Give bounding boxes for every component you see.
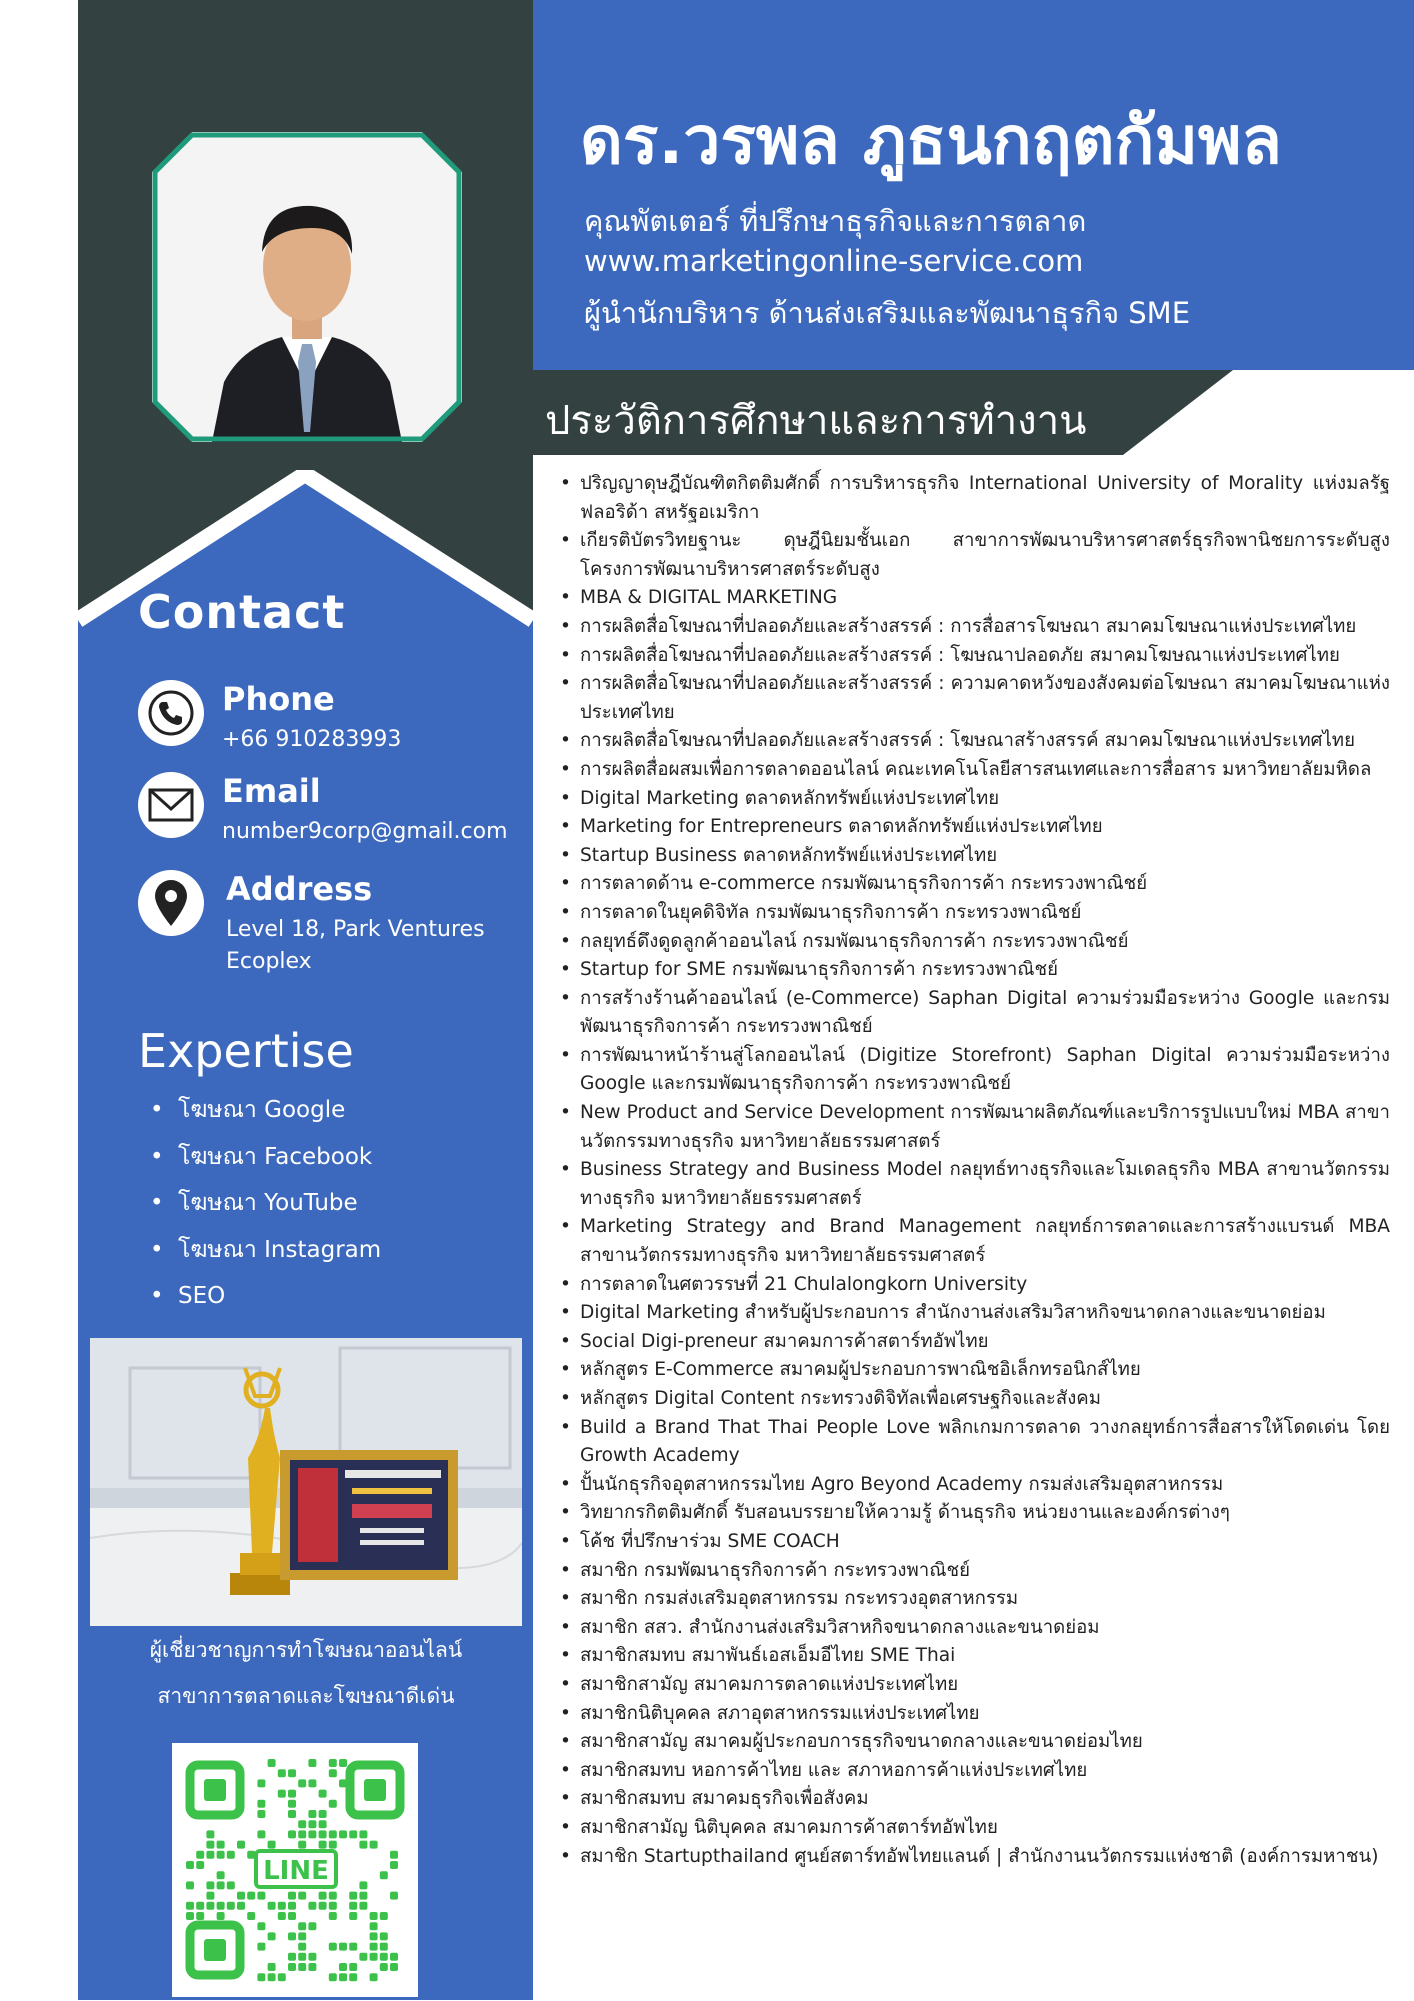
qr-module xyxy=(359,1892,367,1900)
history-heading: ประวัติการศึกษาและการทำงาน xyxy=(545,398,1087,444)
history-item: • สมาชิกสามัญ สมาคมการตลาดแห่งประเทศไทย xyxy=(560,1671,1390,1700)
qr-module xyxy=(339,1759,347,1767)
qr-module xyxy=(268,1841,276,1849)
history-item: • สมาชิกนิติบุคคล สภาอุตสาหกรรมแห่งประเทศไทย xyxy=(560,1700,1390,1729)
qr-module xyxy=(298,1820,306,1828)
qr-module xyxy=(380,1932,388,1940)
qr-module xyxy=(308,1759,316,1767)
qr-line-label: LINE xyxy=(263,1856,329,1886)
phone-value[interactable]: +66 910283993 xyxy=(222,727,402,752)
history-item: • ปริญญาดุษฎีบัณฑิตกิตติมศักดิ์ การบริหารธุรกิจ International University of Morality แห่งมลรัฐฟลอริด้า สหรัฐอเมริกา xyxy=(560,470,1390,527)
history-item: • สมาชิก สสว. สำนักงานส่งเสริมวิสาหกิจขนาดกลางและขนาดย่อม xyxy=(560,1614,1390,1643)
qr-module xyxy=(329,1759,337,1767)
mail-icon xyxy=(138,772,204,838)
qr-module xyxy=(329,1912,337,1920)
history-item: • Business Strategy and Business Model กลยุทธ์ทางธุรกิจและโมเดลธุรกิจ MBA สาขานวัตกรรมทางธุรกิจ มหาวิทยาลัยธรรมศาสตร์ xyxy=(560,1156,1390,1213)
qr-module xyxy=(390,1953,398,1961)
qr-module xyxy=(206,1830,214,1838)
qr-module xyxy=(196,1912,204,1920)
qr-graphic xyxy=(172,1743,418,1997)
contact-address xyxy=(138,870,528,990)
qr-module xyxy=(370,1953,378,1961)
qr-module xyxy=(247,1912,255,1920)
qr-module xyxy=(380,1871,388,1879)
qr-module xyxy=(206,1902,214,1910)
qr-module xyxy=(227,1881,235,1889)
qr-module xyxy=(298,1779,306,1787)
qr-module xyxy=(339,1963,347,1971)
history-item: • การผลิตสื่อโฆษณาที่ปลอดภัยและสร้างสรรค์ : โฆษณาปลอดภัย สมาคมโฆษณาแห่งประเทศไทย xyxy=(560,642,1390,671)
history-item: • การผลิตสื่อโฆษณาที่ปลอดภัยและสร้างสรรค์ : โฆษณาสร้างสรรค์ สมาคมโฆษณาแห่งประเทศไทย xyxy=(560,727,1390,756)
history-item: • การผลิตสื่อโฆษณาที่ปลอดภัยและสร้างสรรค์ : ความคาดหวังของสังคมต่อโฆษณา สมาคมโฆษณาแห่งประเทศไทย xyxy=(560,670,1390,727)
qr-module xyxy=(278,1790,286,1798)
person-name: ดร.วรพล ภูธนกฤตกัมพล xyxy=(580,102,1282,179)
qr-module xyxy=(370,1973,378,1981)
qr-module xyxy=(298,1830,306,1838)
qr-module xyxy=(308,1820,316,1828)
qr-module xyxy=(359,1902,367,1910)
subtitle-line-3: ผู้นำนักบริหาร ด้านส่งเสริมและพัฒนาธุรกิจ SME xyxy=(584,296,1191,330)
qr-module xyxy=(257,1922,265,1930)
qr-module xyxy=(186,1861,194,1869)
qr-module xyxy=(298,1922,306,1930)
phone-icon xyxy=(138,680,204,746)
qr-module xyxy=(308,1902,316,1910)
qr-module xyxy=(308,1953,316,1961)
qr-module xyxy=(339,1779,347,1787)
qr-module xyxy=(257,1830,265,1838)
qr-module xyxy=(329,1841,337,1849)
qr-module xyxy=(196,1851,204,1859)
qr-module xyxy=(186,1881,194,1889)
history-item: • Startup for SME กรมพัฒนาธุรกิจการค้า กระทรวงพาณิชย์ xyxy=(560,956,1390,985)
history-item: • กลยุทธ์ดึงดูดลูกค้าออนไลน์ กรมพัฒนาธุรกิจการค้า กระทรวงพาณิชย์ xyxy=(560,928,1390,957)
history-list xyxy=(560,470,1390,1871)
qr-module xyxy=(329,1943,337,1951)
contact-heading: Contact xyxy=(138,585,346,639)
history-item: • การพัฒนาหน้าร้านสู่โลกออนไลน์ (Digitize Storefront) Saphan Digital ความร่วมมือระหว่าง Google และกรมพัฒนาธุรกิจการค้า กระทรวงพาณิชย์ xyxy=(560,1042,1390,1099)
expertise-heading: Expertise xyxy=(138,1024,354,1078)
line-qr-code[interactable] xyxy=(172,1743,418,1997)
history-item: • สมาชิก Startupthailand ศูนย์สตาร์ทอัพไทยแลนด์ | สำนักงานนวัตกรรมแห่งชาติ (องค์การมหาชน) xyxy=(560,1843,1390,1872)
qr-module xyxy=(257,1810,265,1818)
history-item: • New Product and Service Development การพัฒนาผลิตภัณฑ์และบริการรูปแบบใหม่ MBA สาขานวัตกรรมทางธุรกิจ มหาวิทยาลัยธรรมศาสตร์ xyxy=(560,1099,1390,1156)
qr-module xyxy=(227,1851,235,1859)
map-pin-icon xyxy=(138,870,204,936)
qr-module xyxy=(298,1943,306,1951)
history-item: • สมาชิกสมทบ สมาพันธ์เอสเอ็มอีไทย SME Thai xyxy=(560,1642,1390,1671)
qr-module xyxy=(370,1922,378,1930)
qr-module xyxy=(319,1790,327,1798)
qr-module xyxy=(349,1973,357,1981)
qr-module xyxy=(288,1769,296,1777)
qr-module xyxy=(288,1912,296,1920)
qr-module xyxy=(278,1902,286,1910)
qr-module xyxy=(257,1943,265,1951)
qr-module xyxy=(380,1953,388,1961)
qr-module xyxy=(339,1830,347,1838)
history-item: • สมาชิกสามัญ นิติบุคคล สมาคมการค้าสตาร์ทอัพไทย xyxy=(560,1814,1390,1843)
qr-module xyxy=(247,1892,255,1900)
history-item: • Marketing for Entrepreneurs ตลาดหลักทรัพย์แห่งประเทศไทย xyxy=(560,813,1390,842)
qr-module xyxy=(278,1912,286,1920)
expertise-item: • โฆษณา Instagram xyxy=(178,1232,381,1279)
history-item: • สมาชิกสมทบ สมาคมธุรกิจเพื่อสังคม xyxy=(560,1785,1390,1814)
qr-module xyxy=(206,1841,214,1849)
qr-module xyxy=(268,1932,276,1940)
expertise-item: • โฆษณา Google xyxy=(178,1092,381,1139)
qr-module xyxy=(329,1800,337,1808)
qr-module xyxy=(237,1902,245,1910)
qr-module xyxy=(217,1912,225,1920)
qr-module xyxy=(359,1841,367,1849)
qr-module xyxy=(206,1851,214,1859)
qr-module xyxy=(319,1841,327,1849)
qr-module xyxy=(288,1902,296,1910)
qr-module xyxy=(349,1830,357,1838)
qr-module xyxy=(288,1800,296,1808)
subtitle-line-1: คุณพัตเตอร์ ที่ปรึกษาธุรกิจและการตลาด xyxy=(584,204,1087,238)
qr-module xyxy=(390,1861,398,1869)
qr-module xyxy=(288,1932,296,1940)
history-item: • Build a Brand That Thai People Love พลิกเกมการตลาด วางกลยุทธ์การสื่อสารให้โดดเด่น โดย Growth Academy xyxy=(560,1414,1390,1471)
history-item: • การสร้างร้านค้าออนไลน์ (e-Commerce) Saphan Digital ความร่วมมือระหว่าง Google และกรมพัฒนาธุรกิจการค้า กระทรวงพาณิชย์ xyxy=(560,985,1390,1042)
qr-module xyxy=(237,1841,245,1849)
qr-module xyxy=(206,1881,214,1889)
qr-module xyxy=(370,1841,378,1849)
qr-module xyxy=(298,1953,306,1961)
qr-module xyxy=(380,1912,388,1920)
qr-module xyxy=(217,1851,225,1859)
contact-phone xyxy=(138,680,528,760)
qr-module xyxy=(257,1800,265,1808)
qr-module xyxy=(186,1912,194,1920)
qr-module xyxy=(298,1892,306,1900)
qr-module xyxy=(227,1902,235,1910)
qr-module xyxy=(308,1963,316,1971)
history-item: • สมาชิกสามัญ สมาคมผู้ประกอบการธุรกิจขนาดกลางและขนาดย่อมไทย xyxy=(560,1728,1390,1757)
qr-module xyxy=(257,1892,265,1900)
qr-module xyxy=(349,1902,357,1910)
qr-module xyxy=(288,1790,296,1798)
history-item: • การตลาดด้าน e-commerce กรมพัฒนาธุรกิจการค้า กระทรวงพาณิชย์ xyxy=(560,870,1390,899)
qr-module xyxy=(319,1902,327,1910)
qr-module xyxy=(308,1779,316,1787)
history-item: • การตลาดในยุคดิจิทัล กรมพัฒนาธุรกิจการค้า กระทรวงพาณิชย์ xyxy=(560,899,1390,928)
award-caption-line-1: ผู้เชี่ยวชาญการทำโฆษณาออนไลน์ xyxy=(149,1638,463,1662)
history-item: • Startup Business ตลาดหลักทรัพย์แห่งประเทศไทย xyxy=(560,842,1390,871)
address-label: Address xyxy=(226,870,373,908)
qr-module xyxy=(288,1963,296,1971)
history-item: • เกียรติบัตรวิทยฐานะ ดุษฎีนิยมชั้นเอก สาขาการพัฒนาบริหารศาสตร์ธุรกิจพานิชยการระดับสูง โครงการพัฒนาบริหารศาสตร์ระดับสูง xyxy=(560,527,1390,584)
qr-module xyxy=(329,1902,337,1910)
qr-module xyxy=(339,1973,347,1981)
profile-photo xyxy=(152,132,462,442)
qr-module xyxy=(308,1922,316,1930)
expertise-item: • SEO xyxy=(178,1278,381,1325)
qr-module xyxy=(380,1963,388,1971)
qr-module xyxy=(308,1810,316,1818)
award-photo xyxy=(90,1338,522,1626)
phone-label: Phone xyxy=(222,680,335,718)
expertise-item: • โฆษณา YouTube xyxy=(178,1185,381,1232)
history-item: • โค้ช ที่ปรึกษาร่วม SME COACH xyxy=(560,1528,1390,1557)
expertise-list xyxy=(178,1092,381,1325)
qr-module xyxy=(319,1810,327,1818)
qr-module xyxy=(370,1932,378,1940)
qr-module xyxy=(349,1943,357,1951)
qr-module xyxy=(329,1892,337,1900)
qr-module xyxy=(298,1841,306,1849)
qr-module xyxy=(319,1820,327,1828)
qr-module xyxy=(349,1912,357,1920)
qr-module xyxy=(268,1973,276,1981)
history-item: • วิทยากรกิตติมศักดิ์ รับสอนบรรยายให้ความรู้ ด้านธุรกิจ หน่วยงานและองค์กรต่างๆ xyxy=(560,1499,1390,1528)
qr-module xyxy=(186,1902,194,1910)
qr-module xyxy=(308,1830,316,1838)
history-item: • การผลิตสื่อโฆษณาที่ปลอดภัยและสร้างสรรค์ : การสื่อสารโฆษณา สมาคมโฆษณาแห่งประเทศไทย xyxy=(560,613,1390,642)
qr-module xyxy=(217,1902,225,1910)
qr-module xyxy=(370,1943,378,1951)
qr-module xyxy=(319,1830,327,1838)
history-item: • หลักสูตร E-Commerce สมาคมผู้ประกอบการพาณิชอิเล็กทรอนิกส์ไทย xyxy=(560,1356,1390,1385)
portrait-image xyxy=(152,132,462,442)
qr-module xyxy=(288,1830,296,1838)
qr-module xyxy=(257,1779,265,1787)
qr-module xyxy=(217,1881,225,1889)
qr-module xyxy=(278,1973,286,1981)
qr-module xyxy=(298,1932,306,1940)
history-item: • การผลิตสื่อผสมเพื่อการตลาดออนไลน์ คณะเทคโนโลยีสารสนเทศและการสื่อสาร มหาวิทยาลัยมหิดล xyxy=(560,756,1390,785)
history-item: • Digital Marketing ตลาดหลักทรัพย์แห่งประเทศไทย xyxy=(560,785,1390,814)
qr-module xyxy=(390,1892,398,1900)
qr-module xyxy=(359,1953,367,1961)
qr-module xyxy=(329,1769,337,1777)
qr-module xyxy=(268,1759,276,1767)
history-item: • MBA & DIGITAL MARKETING xyxy=(560,584,1390,613)
history-item: • Digital Marketing สำหรับผู้ประกอบการ สำนักงานส่งเสริมวิสาหกิจขนาดกลางและขนาดย่อม xyxy=(560,1299,1390,1328)
qr-module xyxy=(359,1830,367,1838)
qr-module xyxy=(237,1892,245,1900)
history-item: • สมาชิก กรมส่งเสริมอุตสาหกรรม กระทรวงอุตสาหกรรม xyxy=(560,1585,1390,1614)
qr-module xyxy=(349,1892,357,1900)
history-item: • ปั้นนักธุรกิจอุตสาหกรรมไทย Agro Beyond Academy กรมส่งเสริมอุตสาหกรรม xyxy=(560,1471,1390,1500)
qr-module xyxy=(268,1902,276,1910)
qr-module xyxy=(278,1769,286,1777)
qr-module xyxy=(217,1841,225,1849)
qr-module xyxy=(268,1963,276,1971)
address-value: Level 18, Park Ventures Ecoplex xyxy=(226,917,485,974)
qr-module xyxy=(196,1861,204,1869)
qr-module xyxy=(319,1892,327,1900)
history-item: • Marketing Strategy and Brand Management กลยุทธ์การตลาดและการสร้างแบรนด์ MBA สาขานวัตกรรมทางธุรกิจ มหาวิทยาลัยธรรมศาสตร์ xyxy=(560,1213,1390,1270)
qr-module xyxy=(288,1810,296,1818)
qr-module xyxy=(288,1953,296,1961)
qr-module xyxy=(359,1881,367,1889)
contact-email xyxy=(138,772,528,852)
history-item: • สมาชิกสมทบ หอการค้าไทย และ สภาหอการค้าแห่งประเทศไทย xyxy=(560,1757,1390,1786)
qr-module xyxy=(298,1963,306,1971)
qr-module xyxy=(349,1963,357,1971)
email-label: Email xyxy=(222,772,321,810)
history-item: • การตลาดในศตวรรษที่ 21 Chulalongkorn University xyxy=(560,1271,1390,1300)
qr-module xyxy=(196,1902,204,1910)
qr-module xyxy=(339,1943,347,1951)
history-item: • Social Digi-preneur สมาคมการค้าสตาร์ทอัพไทย xyxy=(560,1328,1390,1357)
qr-module xyxy=(390,1851,398,1859)
history-item: • หลักสูตร Digital Content กระทรวงดิจิทัลเพื่อเศรษฐกิจและสังคม xyxy=(560,1385,1390,1414)
qr-module xyxy=(329,1973,337,1981)
qr-module xyxy=(329,1830,337,1838)
qr-module xyxy=(217,1871,225,1879)
award-caption-line-2: สาขาการตลาดและโฆษณาดีเด่น xyxy=(157,1684,455,1708)
qr-module xyxy=(206,1892,214,1900)
qr-module xyxy=(390,1963,398,1971)
history-item: • สมาชิก กรมพัฒนาธุรกิจการค้า กระทรวงพาณิชย์ xyxy=(560,1557,1390,1586)
qr-module xyxy=(370,1912,378,1920)
qr-module xyxy=(257,1973,265,1981)
qr-module xyxy=(380,1943,388,1951)
email-value[interactable]: number9corp@gmail.com xyxy=(222,819,508,844)
expertise-item: • โฆษณา Facebook xyxy=(178,1139,381,1186)
qr-module xyxy=(288,1892,296,1900)
subtitle-line-2[interactable]: www.marketingonline-service.com xyxy=(584,244,1084,278)
